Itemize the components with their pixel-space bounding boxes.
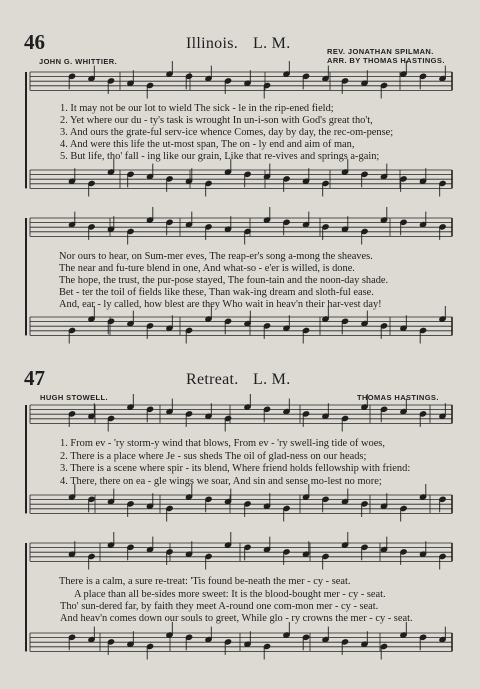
lyric-line: 2. There is a place where Je - sus sheds The oil of glad-ness on our heads; [60,451,367,462]
lyric-line: 2. Yet where our du - ty's task is wrought In un-i-son with God's great tho't, [60,115,373,126]
hymn-meter: L. M. [253,35,291,52]
hymn-number: 47 [24,366,45,390]
lyric-line: 5. But life, tho' fall - ing like our grain, Like that re-vives and springs a-gain; [60,151,380,162]
hymn-number: 46 [24,30,45,54]
hymn-meter: L. M. [253,371,291,388]
lyric-line: Tho' sun-dered far, by faith they meet A-round one com-mon mer - cy - seat. [60,601,379,612]
hymn-arranger: ARR. BY THOMAS HASTINGS. [327,56,445,65]
lyric-line: 4. There, there on ea - gle wings we soar, And sin and sense mo-lest no more; [60,476,382,487]
lyric-line: 3. And ours the grate-ful serv-ice whence Comes, day by day, the rec-om-pense; [60,127,394,138]
hymn-author: JOHN G. WHITTIER. [39,57,118,66]
lyric-line: The near and fu-ture blend in one, And what-so - e'er is willed, is done. [59,263,355,274]
lyric-line: And, ear - ly called, how blest are they Who wait in heav'n their har-vest day! [59,299,382,310]
lyric-line: A place than all be-sides more sweet: It is the blood-bought mer - cy - seat. [74,589,386,600]
lyric-line: 3. There is a scene where spir - its blend, Where friend holds fellowship with friend: [60,463,411,474]
hymn-composer: REV. JONATHAN SPILMAN. [327,47,434,56]
lyric-line: 4. And were this life the ut-most span, The on - ly end and aim of man, [60,139,355,150]
lyric-line: The hope, the trust, the pur-pose stayed, The foun-tain and the noon-day shade. [59,275,389,286]
lyric-line: 1. It may not be our lot to wield The sick - le in the rip-ened field; [60,103,334,114]
lyric-line: 1. From ev - 'ry storm-y wind that blows, From ev - 'ry swell-ing tide of woes, [60,438,385,449]
lyric-line: Bet - ter the toil of fields like these, Than wak-ing dream and sloth-ful ease. [59,287,374,298]
lyric-line: There is a calm, a sure re-treat: 'Tis found be-neath the mer - cy - seat. [59,576,351,587]
hymn-author: HUGH STOWELL. [40,393,108,402]
lyric-line: Nor ours to hear, on Sum-mer eves, The reap-er's song a-mong the sheaves. [59,251,373,262]
lyric-line: And heav'n comes down our souls to greet, While glo - ry crowns the mer - cy - seat. [60,613,413,624]
hymn-tune-title: Retreat. [186,371,239,388]
hymn-composer: THOMAS HASTINGS. [357,393,439,402]
hymn-tune-title: Illinois. [186,35,239,52]
